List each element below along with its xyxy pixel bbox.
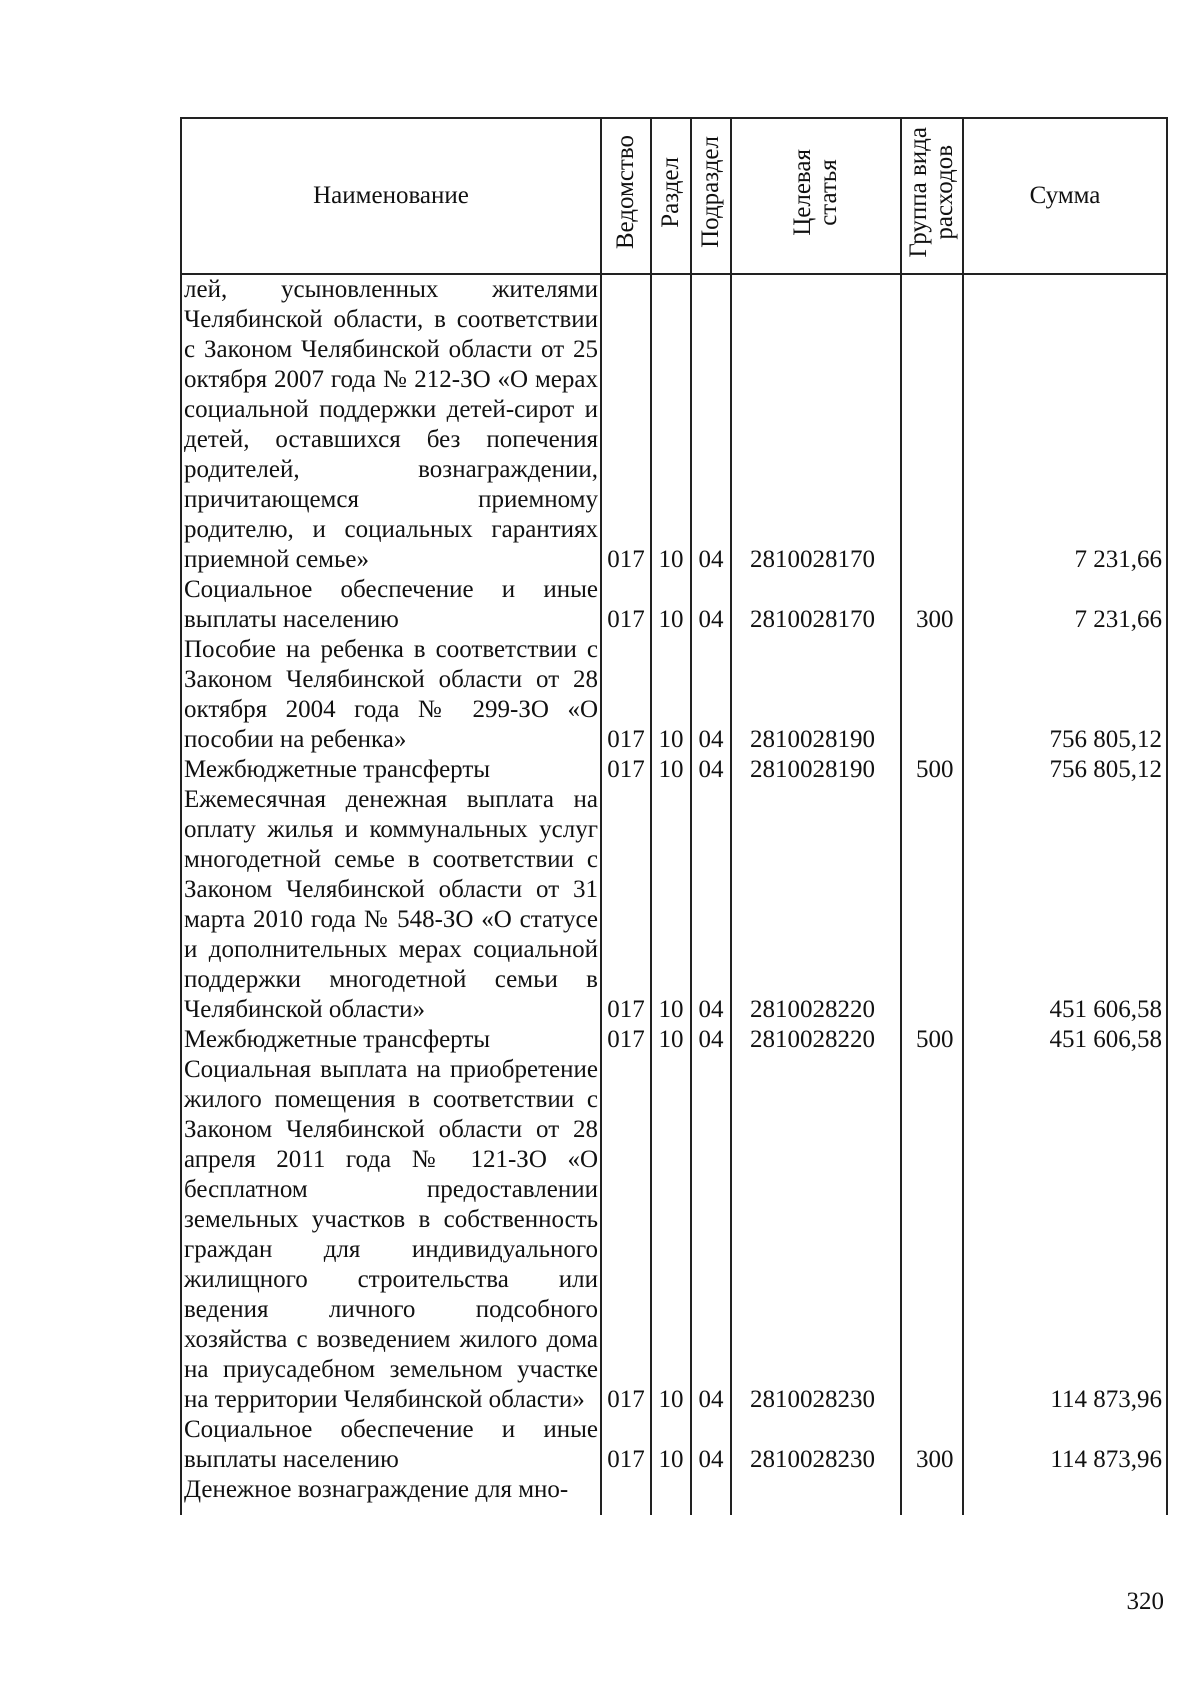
page-number: 320 — [1126, 1588, 1164, 1615]
header-summa: Сумма — [963, 118, 1167, 274]
header-celevaya-statya: Целевая статья — [731, 118, 901, 274]
table-header-row — [181, 118, 1167, 274]
row-podrazdel: 04 — [691, 1055, 731, 1415]
table-row — [181, 635, 1167, 755]
row-gruppa: 500 — [901, 755, 963, 785]
header-vedomstvo: Ведомство — [601, 118, 651, 274]
row-vedomstvo: 017 — [601, 785, 651, 1025]
row-summa: 7 231,66 — [963, 575, 1167, 635]
row-summa: 756 805,12 — [963, 755, 1167, 785]
row-razdel: 10 — [651, 785, 691, 1025]
row-razdel: 10 — [651, 1055, 691, 1415]
table-row — [181, 575, 1167, 635]
row-name: Ежемесячная денежная выплата на оплату жилья и коммунальных услуг многодетной семье в соответствии с Законом Челябинской области от 31 марта 2010 года № 548-ЗО «О статусе и дополнительных мерах социальной поддержки многодетной семьи в Челябинской области» — [181, 785, 601, 1025]
row-razdel: 10 — [651, 635, 691, 755]
row-razdel: 10 — [651, 575, 691, 635]
row-celevaya: 2810028230 — [731, 1055, 901, 1415]
row-name: Пособие на ребенка в соответствии с Законом Челябинской области от 28 октября 2004 года № 299-ЗО «О пособии на ребенка» — [181, 635, 601, 755]
row-name: Социальное обеспечение и иные выплаты населению — [181, 575, 601, 635]
row-gruppa — [901, 785, 963, 1025]
row-celevaya: 2810028230 — [731, 1415, 901, 1475]
row-podrazdel: 04 — [691, 635, 731, 755]
header-name: Наименование — [181, 118, 601, 274]
row-gruppa — [901, 1475, 963, 1515]
budget-table — [180, 117, 1168, 1515]
row-vedomstvo: 017 — [601, 635, 651, 755]
row-gruppa — [901, 635, 963, 755]
row-celevaya — [731, 1475, 901, 1515]
row-name: Социальная выплата на приобретение жилого помещения в соответствии с Законом Челябинской области от 28 апреля 2011 года № 121-ЗО «О бесплатном предоставлении земельных участков в собственность граждан для индивидуального жилищного строительства или ведения личного подсобного хозяйства с возведением жилого дома на приусадебном земельном участке на территории Челябинской области» — [181, 1055, 601, 1415]
row-summa — [963, 1475, 1167, 1515]
row-celevaya: 2810028220 — [731, 785, 901, 1025]
row-summa: 7 231,66 — [963, 274, 1167, 575]
header-podrazdel: Подраздел — [691, 118, 731, 274]
row-summa: 114 873,96 — [963, 1055, 1167, 1415]
table-row — [181, 1025, 1167, 1055]
row-podrazdel — [691, 1475, 731, 1515]
row-podrazdel: 04 — [691, 1415, 731, 1475]
row-razdel: 10 — [651, 1415, 691, 1475]
row-razdel — [651, 1475, 691, 1515]
header-gruppa-vida-raskhodov: Группа вида расходов — [901, 118, 963, 274]
table-row — [181, 755, 1167, 785]
row-gruppa: 300 — [901, 575, 963, 635]
header-razdel: Раздел — [651, 118, 691, 274]
row-podrazdel: 04 — [691, 575, 731, 635]
row-vedomstvo — [601, 1475, 651, 1515]
row-summa: 451 606,58 — [963, 785, 1167, 1025]
row-vedomstvo: 017 — [601, 1415, 651, 1475]
row-gruppa: 500 — [901, 1025, 963, 1055]
row-summa: 114 873,96 — [963, 1415, 1167, 1475]
table-row — [181, 1055, 1167, 1415]
row-name: лей, усыновленных жителями Челябинской области, в соответствии с Законом Челябинской области от 25 октября 2007 года № 212-ЗО «О мерах социальной поддержки детей-сирот и детей, оставшихся без попечения родителей, вознаграждении, причитающемся приемному родителю, и социальных гарантиях приемной семье» — [181, 274, 601, 575]
row-vedomstvo: 017 — [601, 1025, 651, 1055]
table-row — [181, 785, 1167, 1025]
row-summa: 451 606,58 — [963, 1025, 1167, 1055]
row-vedomstvo: 017 — [601, 1055, 651, 1415]
row-podrazdel: 04 — [691, 785, 731, 1025]
row-podrazdel: 04 — [691, 1025, 731, 1055]
row-summa: 756 805,12 — [963, 635, 1167, 755]
row-name: Социальное обеспечение и иные выплаты населению — [181, 1415, 601, 1475]
row-gruppa — [901, 1055, 963, 1415]
row-celevaya: 2810028220 — [731, 1025, 901, 1055]
table-row — [181, 1415, 1167, 1475]
row-razdel: 10 — [651, 274, 691, 575]
row-gruppa — [901, 274, 963, 575]
row-razdel: 10 — [651, 1025, 691, 1055]
table-row-continued — [181, 1475, 1167, 1515]
row-podrazdel: 04 — [691, 274, 731, 575]
row-celevaya: 2810028170 — [731, 575, 901, 635]
row-name: Денежное вознаграждение для мно- — [181, 1475, 601, 1515]
row-vedomstvo: 017 — [601, 274, 651, 575]
row-gruppa: 300 — [901, 1415, 963, 1475]
row-name: Межбюджетные трансферты — [181, 755, 601, 785]
table-row — [181, 274, 1167, 575]
row-vedomstvo: 017 — [601, 755, 651, 785]
row-podrazdel: 04 — [691, 755, 731, 785]
row-celevaya: 2810028170 — [731, 274, 901, 575]
row-celevaya: 2810028190 — [731, 755, 901, 785]
row-vedomstvo: 017 — [601, 575, 651, 635]
row-name: Межбюджетные трансферты — [181, 1025, 601, 1055]
row-razdel: 10 — [651, 755, 691, 785]
row-celevaya: 2810028190 — [731, 635, 901, 755]
